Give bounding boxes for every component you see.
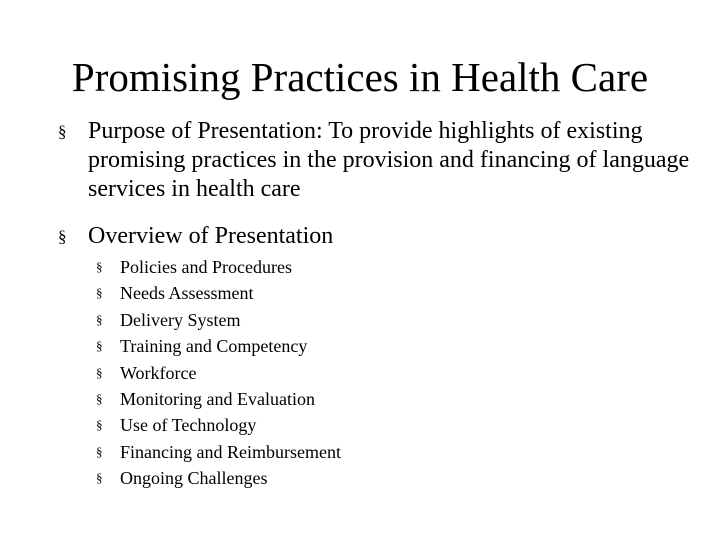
slide-title: Promising Practices in Health Care	[71, 54, 649, 100]
bullet-marker-icon: §	[96, 338, 103, 354]
bullet-marker-icon: §	[96, 443, 103, 459]
list-item	[96, 439, 496, 465]
list-item	[96, 386, 496, 412]
list-item-text: Ongoing Challenges	[120, 468, 268, 489]
list-item-text: Use of Technology	[120, 415, 257, 436]
bullet-marker-icon: §	[96, 470, 103, 486]
list-item	[96, 333, 496, 359]
bullet-marker-icon: §	[96, 285, 103, 301]
bullet-marker-icon: §	[96, 311, 103, 327]
list-item-text: Policies and Procedures	[120, 257, 292, 277]
list-item-text: Delivery System	[120, 309, 241, 330]
list-item	[96, 280, 496, 306]
bullet-marker-icon: §	[96, 259, 103, 274]
list-item	[96, 307, 496, 333]
bullet-marker-icon: §	[96, 417, 103, 433]
bullet-text: Overview of Presentation	[88, 223, 334, 249]
list-item	[96, 360, 496, 386]
list-item-text: Monitoring and Evaluation	[120, 388, 315, 409]
bullet-marker-icon: §	[58, 122, 67, 141]
list-item-text: Financing and Reimbursement	[120, 441, 341, 462]
bullet-marker-icon: §	[96, 364, 103, 380]
list-item-text: Workforce	[120, 362, 197, 383]
list-item	[96, 254, 496, 280]
list-item-text: Needs Assessment	[120, 283, 254, 304]
bullet-marker-icon: §	[96, 390, 103, 406]
bullet-text: Purpose of Presentation: To provide highlights of existing promising practices in the provision and financing of language services in health care	[88, 118, 690, 202]
overview-sublist	[96, 254, 496, 492]
bullet-marker-icon: §	[58, 227, 67, 246]
list-item	[96, 412, 496, 438]
list-item-text: Training and Competency	[120, 336, 308, 357]
list-item	[96, 465, 496, 491]
